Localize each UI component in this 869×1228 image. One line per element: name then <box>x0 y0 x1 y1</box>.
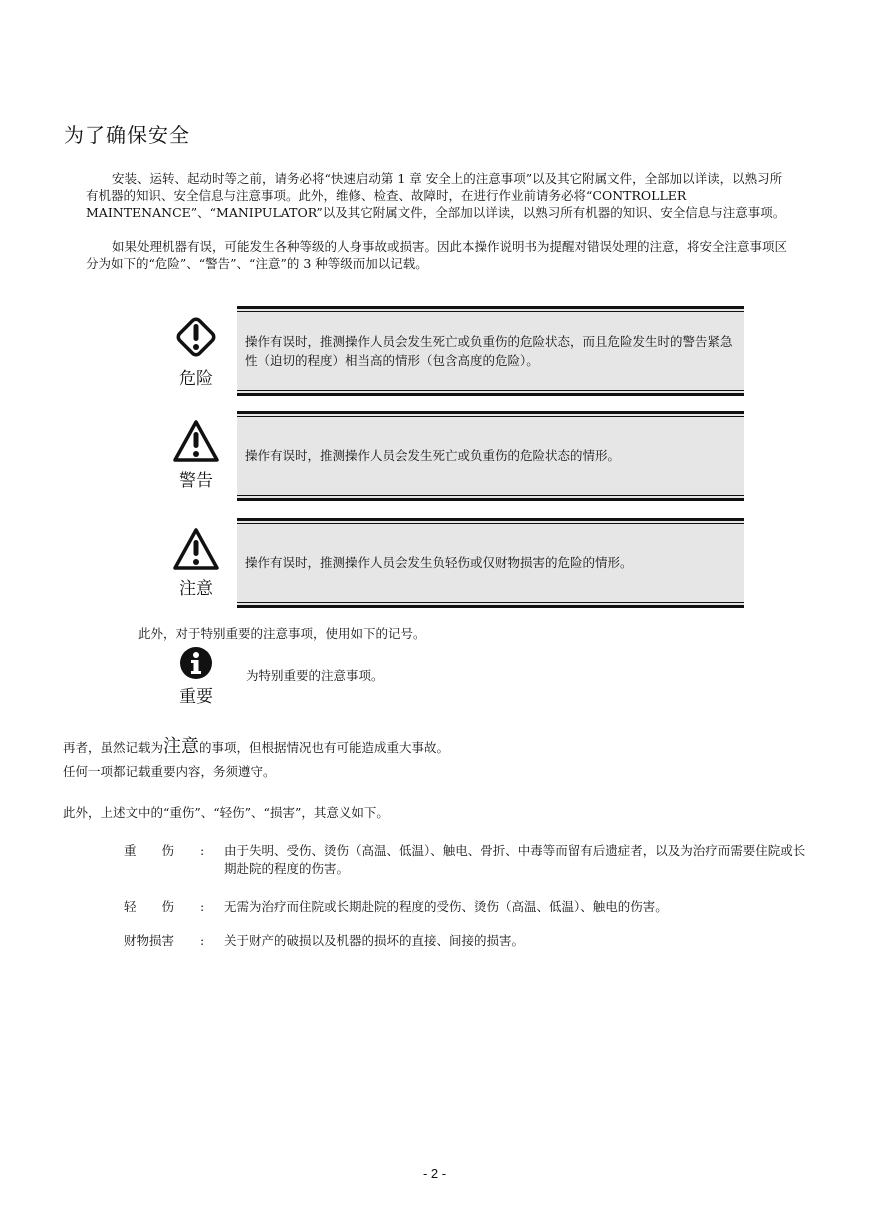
important-label: 重要 <box>179 687 213 707</box>
caution-box <box>237 518 744 608</box>
definition-row-property-damage <box>124 932 844 950</box>
definition-text: 由于失明、受伤、烫伤（高温、低温）、触电、骨折、中毒等而留有后遗症者，以及为治疗而需要住院或长期赴院的程度的伤害。 <box>224 843 806 876</box>
warning-box <box>237 411 744 501</box>
danger-box <box>237 306 744 396</box>
note-line-1-post: 的事项，但根据情况也有可能造成重大事故。 <box>199 740 450 755</box>
note-line-1 <box>63 738 449 756</box>
definition-text: 无需为治疗而住院或长期赴院的程度的受伤、烫伤（高温、低温）、触电的伤害。 <box>224 899 668 914</box>
definitions-intro: 此外，上述文中的“重伤”、“轻伤”、“损害”，其意义如下。 <box>63 805 389 820</box>
danger-icon <box>171 312 221 362</box>
warning-symbol <box>166 418 226 491</box>
note-line-2: 任何一项都记载重要内容，务须遵守。 <box>63 764 276 779</box>
important-symbol <box>166 646 226 707</box>
definition-row-minor-injury <box>124 898 844 916</box>
definition-colon: : <box>200 933 205 948</box>
intro-paragraph-2: 如果处理机器有误，可能发生各种等级的人身事故或损害。因此本操作说明书为提醒对错误处理的注意，将安全注意事项区分为如下的“危险”、“警告”、“注意”的 3 种等级而加以记载。 <box>86 239 788 271</box>
definition-row-serious-injury <box>124 842 844 878</box>
note-line-1-pre: 再者，虽然记载为 <box>63 740 164 755</box>
definition-colon: : <box>200 843 205 858</box>
caution-icon <box>171 526 221 572</box>
warning-text: 操作有误时，推测操作人员会发生死亡或负重伤的危险状态的情形。 <box>245 448 621 463</box>
definition-term: 轻 伤 <box>124 899 175 914</box>
page-number: - 2 - <box>422 1166 447 1181</box>
danger-symbol <box>166 312 226 389</box>
definition-term: 重 伤 <box>124 843 175 858</box>
intro-paragraph-1: 安装、运转、起动时等之前，请务必将“快速启动第 1 章 安全上的注意事项”以及其它附属文件，全部加以详读，以熟习所有机器的知识、安全信息与注意事项。此外，维修、检查、故障时，在进行作业前请务必将“CONTROLLER MAINTENANCE”、“MANIPULATOR”以及其它附属文件，全部加以详读，以熟习所有机器的知识、安全信息与注意事项。 <box>86 171 786 220</box>
warning-icon <box>171 418 221 464</box>
definition-term: 财物损害 <box>124 933 175 948</box>
definition-text: 关于财产的破损以及机器的损坏的直接、间接的损害。 <box>224 933 525 948</box>
page-title: 为了确保安全 <box>64 123 190 147</box>
danger-label: 危险 <box>179 369 213 389</box>
caution-label: 注意 <box>179 579 213 599</box>
caution-text: 操作有误时，推测操作人员会发生负轻伤或仅财物损害的危险的情形。 <box>245 555 633 570</box>
caution-symbol <box>166 526 226 599</box>
important-text: 为特别重要的注意事项。 <box>246 668 384 683</box>
important-intro: 此外，对于特别重要的注意事项，使用如下的记号。 <box>138 626 426 641</box>
info-icon <box>179 646 213 680</box>
danger-text: 操作有误时，推测操作人员会发生死亡或负重伤的危险状态，而且危险发生时的警告紧急性（迫切的程度）相当高的情形（包含高度的危险）。 <box>245 334 733 368</box>
note-caution-word: 注意 <box>163 736 200 757</box>
warning-label: 警告 <box>179 471 213 491</box>
definition-colon: : <box>200 899 205 914</box>
